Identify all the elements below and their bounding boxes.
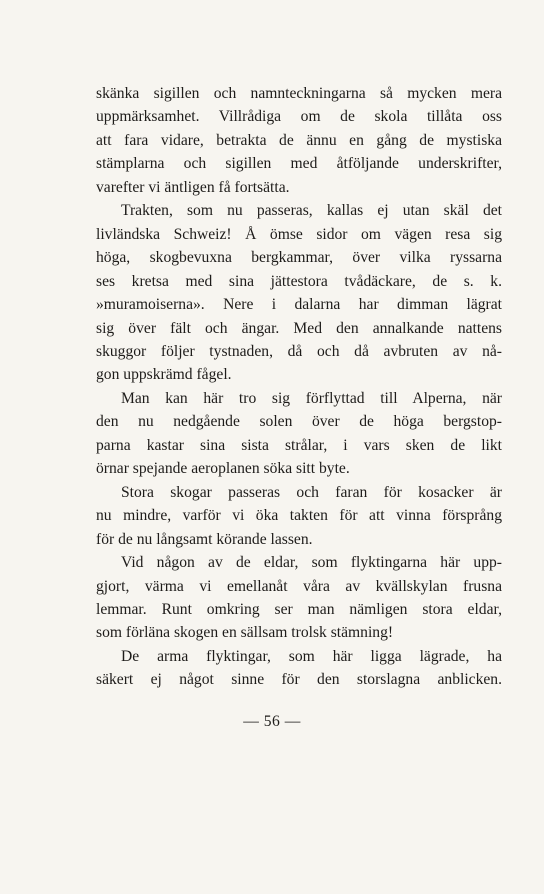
paragraph-6	[96, 645, 502, 692]
text-line: De arma flyktingar, som här ligga lägrade, ha	[121, 647, 502, 665]
body-text	[96, 82, 502, 692]
text-line: skuggor följer tystnaden, då och då avbruten av nå-	[96, 342, 502, 360]
paragraph-3	[96, 387, 502, 481]
text-line: säkert ej något sinne för den storslagna anblicken.	[96, 671, 502, 689]
text-line: Stora skogar passeras och faran för kosacker är	[121, 483, 502, 501]
text-line: skänka sigillen och namnteckningarna så mycken mera	[96, 85, 502, 102]
text-line: nu mindre, varför vi öka takten för att vinna försprång	[96, 507, 502, 525]
text-line: lemmar. Runt omkring ser man nämligen stora eldar,	[96, 600, 502, 618]
text-line: höga, skogbevuxna bergkammar, över vilka ryssarna	[96, 249, 502, 267]
text-line: den nu nedgående solen över de höga bergstop-	[96, 413, 502, 431]
text-line: gon uppskrämd fågel.	[96, 366, 232, 384]
page-number: — 56 —	[243, 713, 301, 730]
text-line: »muramoiserna». Nere i dalarna har dimman lägrat	[96, 296, 502, 314]
text-line: gjort, värma vi emellanåt våra av kvällskylan frusna	[96, 577, 502, 595]
text-line: ses kretsa med sina jättestora tvådäckare, de s. k.	[96, 272, 502, 290]
text-line: att fara vidare, betrakta de ännu en gång de mystiska	[96, 131, 502, 149]
text-line: som förläna skogen en sällsam trolsk stämning!	[96, 624, 394, 642]
paragraph-1	[96, 82, 502, 199]
text-line: Man kan här tro sig förflyttad till Alperna, när	[121, 389, 502, 407]
text-line: för de nu långsamt körande lassen.	[96, 530, 313, 548]
text-line: Vid någon av de eldar, som flyktingarna här upp-	[121, 554, 502, 572]
text-line: uppmärksamhet. Villrådiga om de skola tillåta oss	[96, 108, 502, 126]
paragraph-2	[96, 199, 502, 387]
text-line: parna kastar sina sista strålar, i vars sken de likt	[96, 436, 502, 454]
paragraph-4	[96, 481, 502, 551]
text-line: sig över fält och ängar. Med den annalkande nattens	[96, 319, 502, 337]
text-line: livländska Schweiz! Å ömse sidor om vägen resa sig	[96, 225, 502, 243]
text-line: varefter vi äntligen få fortsätta.	[96, 178, 290, 196]
text-line: Trakten, som nu passeras, kallas ej utan skäl det	[121, 202, 502, 220]
text-line: stämplarna och sigillen med åtföljande underskrifter,	[96, 155, 502, 173]
paragraph-5	[96, 551, 502, 645]
text-line: örnar spejande aeroplanen söka sitt byte.	[96, 460, 350, 478]
